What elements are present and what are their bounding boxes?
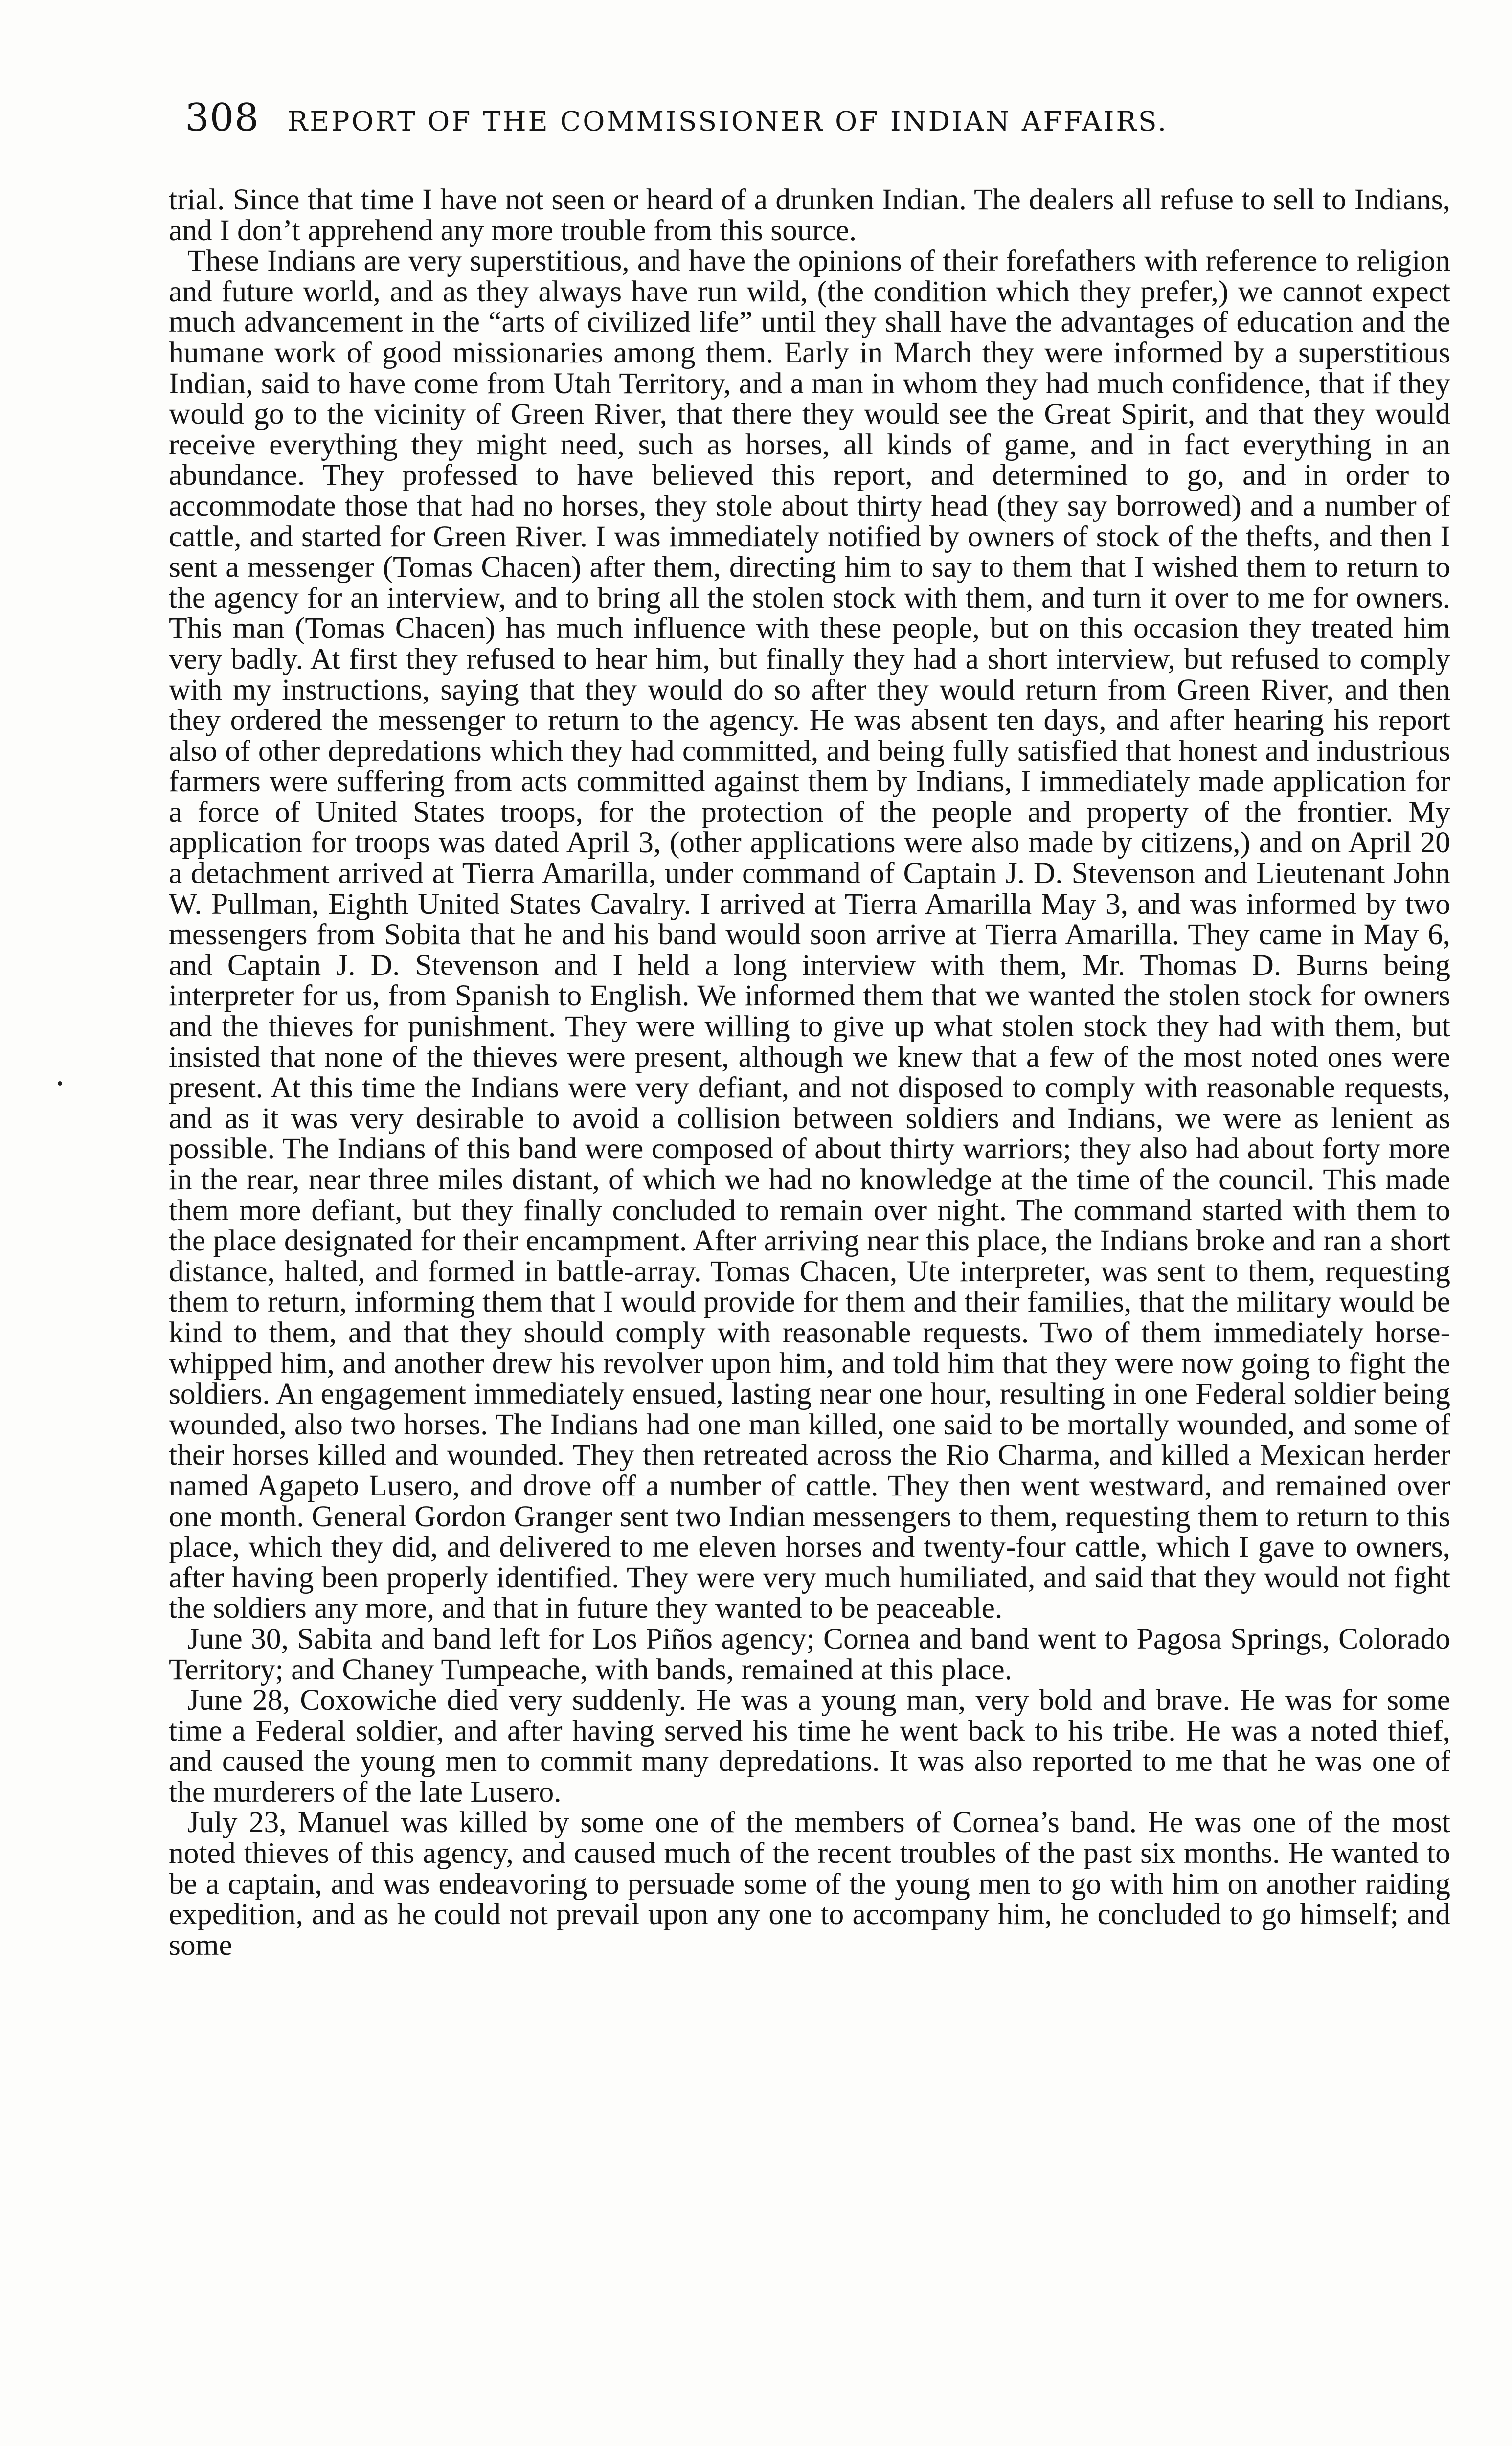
running-title: REPORT OF THE COMMISSIONER OF INDIAN AFFAIRS. xyxy=(287,106,1169,137)
page-number: 308 xyxy=(185,96,259,140)
paragraph-july-23: July 23, Manuel was killed by some one of the members of Cornea’s band. He was one of the most noted thieves of this agency, and caused much of the recent troubles of the past six months. He wanted to be a captain, and was endeavoring to persuade some of the young men to go with him on another raiding expedition, and as he could not prevail upon any one to accompany him, he concluded to go himself; and some xyxy=(169,1806,1450,1962)
paragraph-june-30: June 30, Sabita and band left for Los Piños agency; Cornea and band went to Pagosa Springs, Colorado Territory; and Chaney Tumpeache, with bands, remained at this place. xyxy=(169,1622,1450,1686)
body-text xyxy=(169,184,1450,2445)
print-speck xyxy=(58,1081,62,1086)
paragraph-superstitions-and-troubles: These Indians are very superstitious, and have the opinions of their forefathers with reference to religion and future world, and as they always have run wild, (the condition which they prefer,) we cannot expect much advancement in the “arts of civilized life” until they shall have the advantages of education and the humane work of good missionaries among them. Early in March they were informed by a superstitious Indian, said to have come from Utah Territory, and a man in whom they had much confidence, that if they would go to the vicinity of Green River, that there they would see the Great Spirit, and that they would receive everything they might need, such as horses, all kinds of game, and in fact everything in an abundance. They professed to have believed this report, and determined to go, and in order to accommodate those that had no horses, they stole about thirty head (they say borrowed) and a number of cattle, and started for Green River. I was immediately notified by owners of stock of the thefts, and then I sent a messenger (Tomas Chacen) after them, directing him to say to them that I wished them to return to the agency for an interview, and to bring all the stolen stock with them, and turn it over to me for owners. This man (Tomas Chacen) has much influence with these people, but on this occasion they treated him very badly. At first they refused to hear him, but finally they had a short interview, but refused to comply with my instructions, saying that they would do so after they would return from Green River, and then they ordered the messenger to return to the agency. He was absent ten days, and after hearing his report also of other depredations which they had committed, and being fully satisfied that honest and industrious farmers were suffering from acts committed against them by Indians, I immediately made application for a force of United States troops, for the protection of the people and property of the frontier. My application for troops was dated April 3, (other applications were also made by citizens,) and on April 20 a detachment arrived at Tierra Amarilla, under command of Captain J. D. Stevenson and Lieutenant John W. Pullman, Eighth United States Cavalry. I arrived at Tierra Amarilla May 3, and was informed by two messengers from Sobita that he and his band would soon arrive at Tierra Amarilla. They came in May 6, and Captain J. D. Stevenson and I held a long interview with them, Mr. Thomas D. Burns being interpreter for us, from Spanish to English. We informed them that we wanted the stolen stock for owners and the thieves for punishment. They were willing to give up what stolen stock they had with them, but insisted that none of the thieves were present, although we knew that a few of the most noted ones were present. At this time the Indians were very defiant, and not disposed to comply with reasonable requests, and as it was very desirable to avoid a collision between soldiers and Indians, we were as lenient as possible. The Indians of this band were composed of about thirty warriors; they also had about forty more in the rear, near three miles distant, of which we had no knowledge at the time of the council. This made them more defiant, but they finally concluded to remain over night. The command started with them to the place designated for their encampment. After arriving near this place, the Indians broke and ran a short distance, halted, and formed in battle-array. Tomas Chacen, Ute interpreter, was sent to them, requesting them to return, informing them that I would provide for them and their families, that the military would be kind to them, and that they should comply with reasonable requests. Two of them immediately horse-whipped him, and another drew his revolver upon him, and told him that they were now going to fight the soldiers. An engagement immediately ensued, lasting near one hour, resulting in one Federal soldier being wounded, also two horses. The Indians had one man killed, one said to be mortally wounded, and some of their horses killed and wounded. They then retreated across the Rio Charma, and killed a Mexican herder named Agapeto Lusero, and drove off a number of cattle. They then went westward, and remained over one month. General Gordon Granger sent two Indian messengers to them, requesting them to return to this place, which they did, and delivered to me eleven horses and twenty-four cattle, which I gave to owners, after having been properly identified. They were very much humiliated, and said that they would not fight the soldiers any more, and that in future they wanted to be peaceable. xyxy=(169,244,1450,1625)
paragraph-continuation: trial. Since that time I have not seen or heard of a drunken Indian. The dealers all refuse to sell to Indians, and I don’t apprehend any more trouble from this source. xyxy=(169,184,1450,247)
running-header xyxy=(185,96,1349,155)
paragraph-june-28: June 28, Coxowiche died very suddenly. He was a young man, very bold and brave. He was for some time a Federal soldier, and after having served his time he went back to his tribe. He was a noted thief, and caused the young men to commit many depredations. It was also reported to me that he was one of the murderers of the late Lusero. xyxy=(169,1683,1450,1809)
